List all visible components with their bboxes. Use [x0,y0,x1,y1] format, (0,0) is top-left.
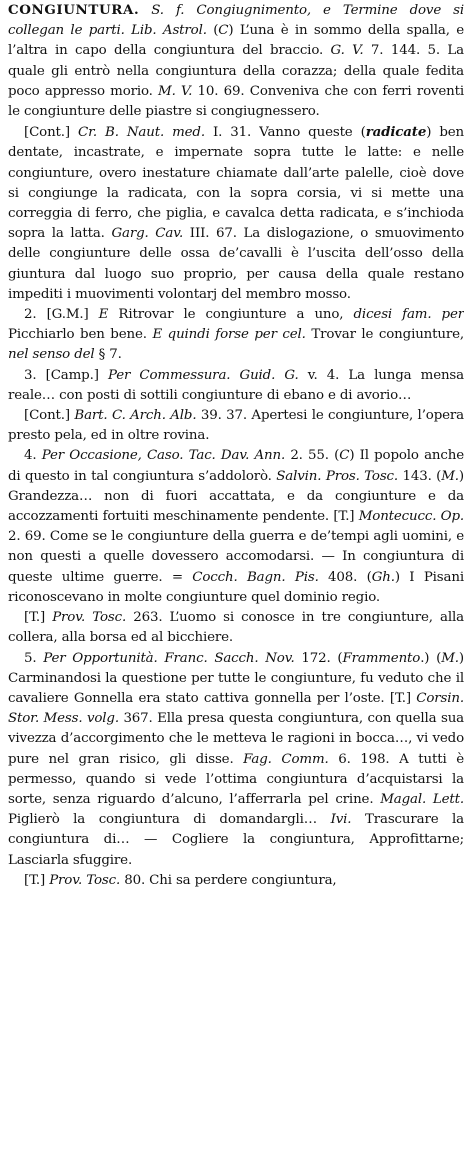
body-text: Trovar le congiunture, [305,327,464,343]
italic-text: Magal. Lett. [380,791,464,807]
entry-sense-paragraph [8,366,464,406]
body-text: 367. Ella presa questa congiuntura, con quella sua vivezza d’accorgimento che le metteva le ragioni in bocca…, vi vedo pure nel gran risico, gli disse. [8,711,464,767]
italic-text: Per Commessura. Guid. G. [107,367,299,383]
body-text: .) ( [420,650,442,666]
body-text: Picchiarlo ben bene. [8,327,153,343]
body-text: [T.] [24,610,53,626]
body-text: ) Carminandosi la questione per tutte le congiunture, fu veduto che il cavaliere Gonnella era stato cattiva gonnella per l’oste. [T.] [8,650,464,706]
body-text: I. 31. Vanno queste ( [204,125,366,141]
body-text: ) L’una è in sommo della spalla, e l’altra in capo della congiuntura del braccio. [8,23,464,59]
body-text: 172. ( [294,650,343,666]
italic-text: G. V. [330,43,364,59]
body-text: III. 67. La dislogazione, o smuovimento delle congiunture delle ossa de’cavalli è l’uscita dell’osso della giuntura dal luogo suo proprio, per causa della quale restano impediti i muovimenti volontarj del membro mosso. [8,226,464,302]
italic-text: Prov. Tosc. [49,872,121,888]
entry-sense-paragraph [8,649,464,871]
italic-text: Ivi. [330,812,352,828]
italic-text: Garg. Cav. [111,226,184,242]
body-text: [Cont.] [24,125,79,141]
italic-text: M. [441,468,459,484]
italic-text: Per Opportunità. Franc. Sacch. Nov. [43,650,295,666]
body-text: ) ben dentate, incastrate, e impernate sopra tutte le latte: e nelle congiunture, overo inestature chiamate dall’arte palelle, cioè dove si congiunge la radicata, con la sopra corsia, vi si mette una correggia di ferro, che piglia, e cavalca detta radicata, e s’inchioda sopra la latta. [8,125,464,242]
italic-text: Bart. C. Arch. Alb. [74,408,197,424]
body-text: ) Il popolo anche di questo in tal congiuntura s’addolorò. [8,448,464,484]
italic-text: Per Occasione, Caso. Tac. Dav. Ann. [41,448,286,464]
body-text: 80. Chi sa perdere congiuntura, [120,872,337,888]
entry-sense-paragraph [8,305,464,366]
italic-text: nel senso del [8,347,95,363]
italic-text: S. f. Congiugnimento, e Termine dove si collegan le parti. Lib. Astrol. [8,3,464,39]
body-text: 2. 69. Come se le congiunture della guerra e de’tempi agli uomini, e non questi a quelle dovessero accomodarsi. — In congiuntura di queste ultime guerre. = [8,529,464,585]
italic-text: C [339,448,350,464]
entry-sense-paragraph [8,446,464,608]
entry-sense-paragraph [8,608,464,648]
italic-text: Fag. Comm. [243,751,329,767]
body-text: ) Grandezza… non di fuori accattata, e da congiunture e da accozzamenti fortuiti meschinamente pendente. [T.] [8,468,464,525]
body-text: 2. 55. ( [285,448,340,464]
body-text: 2. [G.M.] [24,307,99,323]
italic-text: Frammento [342,650,421,666]
body-text: ) I Pisani riconoscevano in molte congiunture quel dominio regio. [8,569,464,605]
body-text: Trascurare la congiuntura di… — Cogliere la congiuntura, Approfittarne; Lasciarla sfuggire. [8,812,464,868]
body-text: 143. ( [398,468,442,484]
body-text: [T.] [24,872,50,888]
italic-text: Salvin. Pros. Tosc. [276,468,399,484]
italic-text: Cocch. Bagn. Pis. [192,569,319,585]
entry-sense-paragraph [8,122,464,305]
body-text: 39. 37. Apertesi le congiunture, l’opera presto pela, ed in oltre rovina. [8,408,464,444]
body-text: 4. [24,448,42,464]
body-text: [Cont.] [24,408,75,424]
entry-sense-paragraph [8,406,464,446]
italic-text: dicesi fam. per [353,307,464,323]
bold-italic-text: radicate [365,124,427,141]
body-text: ( [206,23,219,39]
italic-text: Gh. [371,569,395,585]
dictionary-page [8,0,464,1150]
body-text: 6. 198. A tutti è permesso, quando si vede l’ottima congiuntura d’acquistarsi la sorte, senza riguardo d’alcuno, l’afferrarla pel crine. [8,751,464,807]
body-text: v. 4. La lunga mensa reale… con posti di sottili congiunture di ebano e di avorio… [8,367,464,403]
italic-text: Corsin. Stor. Mess. volg. [8,690,464,727]
headword: CONGIUNTURA. [8,2,140,18]
entry-sense-paragraph [8,871,464,891]
body-text: 3. [Camp.] [24,367,108,383]
body-text: § 7. [94,347,122,363]
italic-text: Prov. Tosc. [52,610,127,626]
italic-text: Cr. B. Naut. med. [78,125,205,141]
body-text: 5. [24,650,44,666]
body-text: Ritrovar le congiunture a uno, [108,307,354,323]
italic-text: M. [441,650,459,666]
italic-text: M. V. [158,83,193,99]
body-text: 7. 144. 5. La quale gli entrò nella congiuntura della corazza; della quale fedita poco appresso morio. [8,43,464,99]
italic-text: E quindi forse per cel. [152,327,306,343]
body-text [139,3,151,18]
body-text: 263. L’uomo si conosce in tre congiunture, alla collera, alla borsa ed al bicchiere. [8,610,464,646]
body-text: Piglierò la congiuntura di domandargli… [8,812,331,828]
italic-text: C [218,23,229,39]
body-text: 10. 69. Conveniva che con ferri roventi le congiunture delle piastre si congiugnessero. [8,83,464,120]
entry-definition-paragraph [8,0,464,122]
italic-text: Montecucc. Op. [358,509,464,525]
body-text: 408. ( [318,569,372,585]
italic-text: E [98,307,109,323]
